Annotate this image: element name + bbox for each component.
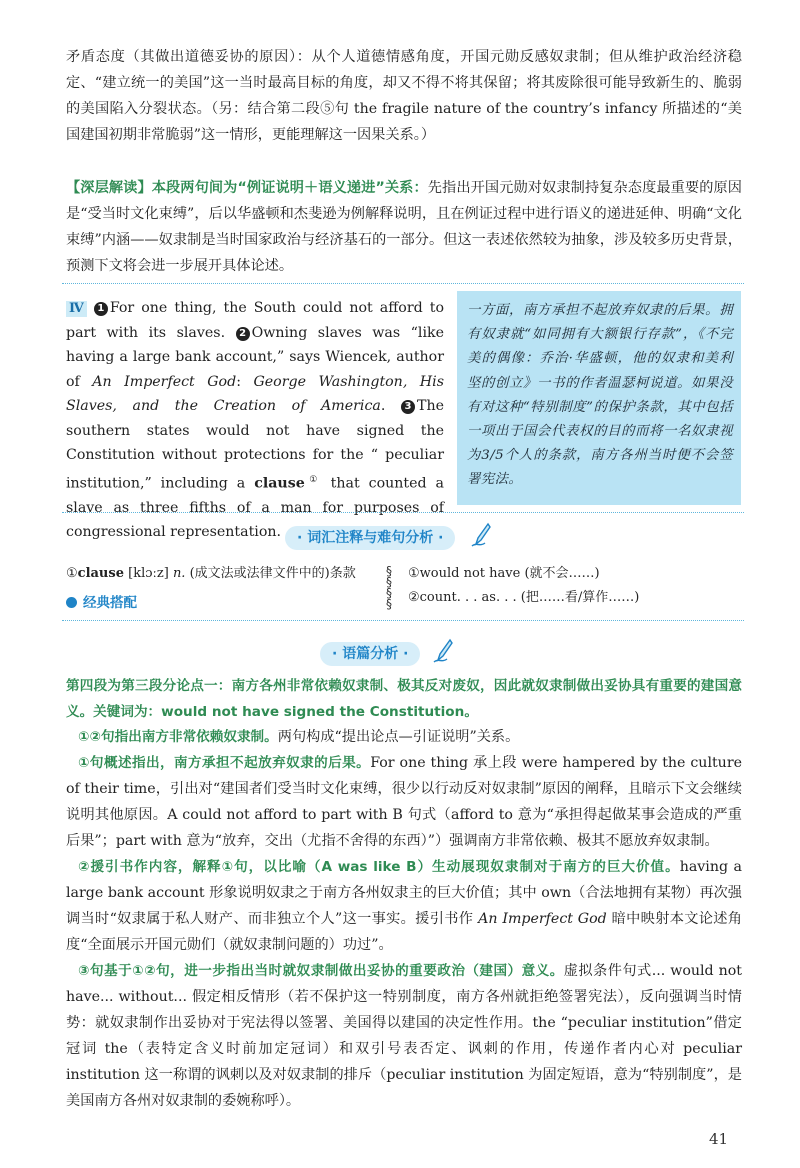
divider-low (62, 620, 744, 621)
analysis-point-3-text-b: 暗中映射本文论述角度“全面展示开国元勋们（就奴隶制问题的）功过”。 (66, 911, 742, 953)
deep-reading-label: 【深层解读】本段两句间为“例证说明＋语义递进”关系： (66, 180, 428, 196)
translation-box (457, 291, 741, 505)
vocab-entry-phonetic: [klɔːz] (123, 566, 173, 581)
analysis-point-4-lead: ③句基于①②句，进一步指出当时就奴隶制做出妥协的重要政治（建国）意义。 (78, 963, 564, 979)
vocab-entry-pos: n. (172, 566, 186, 581)
book-title: An Imperfect God (92, 373, 237, 390)
vocab-entry-clause (66, 564, 356, 584)
analysis-point-1-text: 两句构成“提出论点—引证说明”关系。 (277, 729, 520, 745)
sentence-2-part-b: : (236, 373, 254, 390)
vocab-entry-word: clause (77, 566, 124, 581)
analysis-point-1-lead: ①②句指出南方非常依赖奴隶制。 (78, 729, 278, 745)
sentence-number-3: 3 (401, 400, 415, 414)
page-number: 41 (709, 1130, 729, 1148)
translation-text: 一方面，南方承担不起放弃奴隶的后果。拥有奴隶就“如同拥有大额银行存款”，《不完美的偶像：乔治·华盛顿，他的奴隶和美利坚的创立》一书的作者温瑟柯说道。如果没有对这种“特别制度”的保护条款，其中包括一项出于国会代表权的目的而将一名奴隶视为3/5个人的条款，南方各州当时便不会签署宪法。 (467, 303, 733, 488)
analysis-point-3 (66, 854, 742, 958)
keyword-clause: clause (254, 475, 305, 492)
book-subtitle: George Washington, His Slaves, and the Creation of America (66, 373, 444, 414)
analysis-point-2 (66, 750, 742, 854)
pen-icon (470, 522, 492, 548)
vocab-entry-number: ① (66, 566, 78, 581)
deep-reading-paragraph (66, 175, 742, 279)
sentence-number-1: 1 (94, 302, 108, 316)
collocation-label-text: 经典搭配 (83, 595, 137, 611)
analysis-section-title: · 语篇分析 · (320, 642, 420, 666)
sentence-3-part-b: that counted a slave as three fifths of a man for purposes of congressional representation. (66, 475, 444, 541)
divider-mid (62, 512, 744, 513)
paragraph-marker: Ⅳ (66, 301, 87, 317)
vocab-section-title-text: 词汇注释与难句分析 (307, 530, 434, 546)
sentence-3-part-a: The southern states would not have signed the Constitution without protections for the “ peculiar institution,” including a (66, 398, 444, 492)
deep-reading-text: 先指出开国元勋对奴隶制持复杂态度最重要的原因是“受当时文化束缚”，后以华盛顿和杰斐逊为例解释说明，且在例证过程中进行语义的递进延伸、明确“文化束缚”内涵——奴隶制是当时国家政治与经济基石的一部分。但这一表述依然较为抽象，涉及较多历史背景，预测下文将会进一步展开具体论述。 (66, 180, 742, 274)
vocab-entry-definition: (成文法或法律文件中的)条款 (185, 566, 356, 581)
collocation-label (66, 593, 137, 613)
pen-icon-2 (432, 638, 454, 664)
collocation-item-1: ①would not have (就不会……) (408, 566, 600, 581)
analysis-point-2-text: For one thing 承上段 were hampered by the culture of their time，引出对“建国者们受当时文化束缚，很少以行动反对奴隶制”原因的阐释，且暗示下文会继续说明其他原因。A could not afford to part with B 句式（afford to 意为“承担得起做某事会造成的严重后果”；part with 意为“放弃，交出（尤指不舍得的东西）”）强调南方非常依赖、极其不愿放弃奴隶制。 (66, 755, 742, 849)
analysis-point-3-lead: ②援引书作内容，解释①句，以比喻（A was like B）生动展现奴隶制对于南方的巨大价值。 (78, 859, 680, 875)
analysis-point-2-lead: ①句概述指出，南方承担不起放弃奴隶的后果。 (78, 755, 371, 771)
sentence-2-part-c: . (380, 398, 386, 414)
sentence-number-2: 2 (236, 327, 250, 341)
analysis-point-3-text-a: having a large bank account 形象说明奴隶之于南方各州奴隶主的巨大价值；其中 own（合法地拥有某物）再次强调当时“奴隶属于私人财产、而非独立个人”这一事实。援引书作 (66, 859, 742, 927)
vocab-section-title: · 词汇注释与难句分析 · (285, 526, 455, 550)
analysis-point-4 (66, 958, 742, 1114)
sentence-2-part-a: Owning slaves was “like having a large bank account,” says Wiencek, author of (66, 324, 444, 390)
bullet-icon (66, 597, 77, 608)
sentence-1: For one thing, the South could not afford to part with its slaves. (66, 300, 444, 341)
analysis-summary: 第四段为第三段分论点一：南方各州非常依赖奴隶制、极其反对废奴，因此就奴隶制做出妥协具有重要的建国意义。关键词为：would not have signed the Constitution。 (66, 678, 742, 720)
analysis-point-1 (66, 724, 742, 750)
analysis-point-4-text: 虚拟条件句式... would not have... without... 假定相反情形（若不保护这一特别制度，南方各州就拒绝签署宪法），反向强调当时情势：就奴隶制作出妥协对于宪法得以签署、美国得以建国的决定性作用。the “peculiar institution”借定冠词 the（表特定含义时前加定冠词）和双引号表否定、讽刺的作用，传递作者内心对 peculiar institution 这一称谓的讽刺以及对奴隶制的排斥（peculiar institution 为固定短语，意为“特别制度”，是美国南方各州对奴隶制的委婉称呼）。 (66, 963, 742, 1109)
collocation-item-2: ②count. . . as. . . (把……看/算作……) (408, 590, 640, 605)
brace-icon: § § § § (386, 564, 392, 611)
divider-top (62, 283, 744, 284)
analysis-section-title-text: 语篇分析 (342, 646, 399, 662)
footnote-marker: ① (304, 474, 322, 485)
passage-paragraph-iv (66, 296, 444, 545)
intro-paragraph: 矛盾态度（其做出道德妥协的原因）：从个人道德情感角度，开国元勋反感奴隶制；但从维护政治经济稳定、“建立统一的美国”这一当时最高目标的角度，却又不得不将其保留；将其废除很可能导致新生的、脆弱的美国陷入分裂状态。（另：结合第二段⑤句 the fragile nature of the country’s infancy 所描述的“美国建国初期非常脆弱”这一情形，更能理解这一因果关系。） (66, 49, 742, 143)
analysis-point-3-book: An Imperfect God (478, 911, 607, 927)
